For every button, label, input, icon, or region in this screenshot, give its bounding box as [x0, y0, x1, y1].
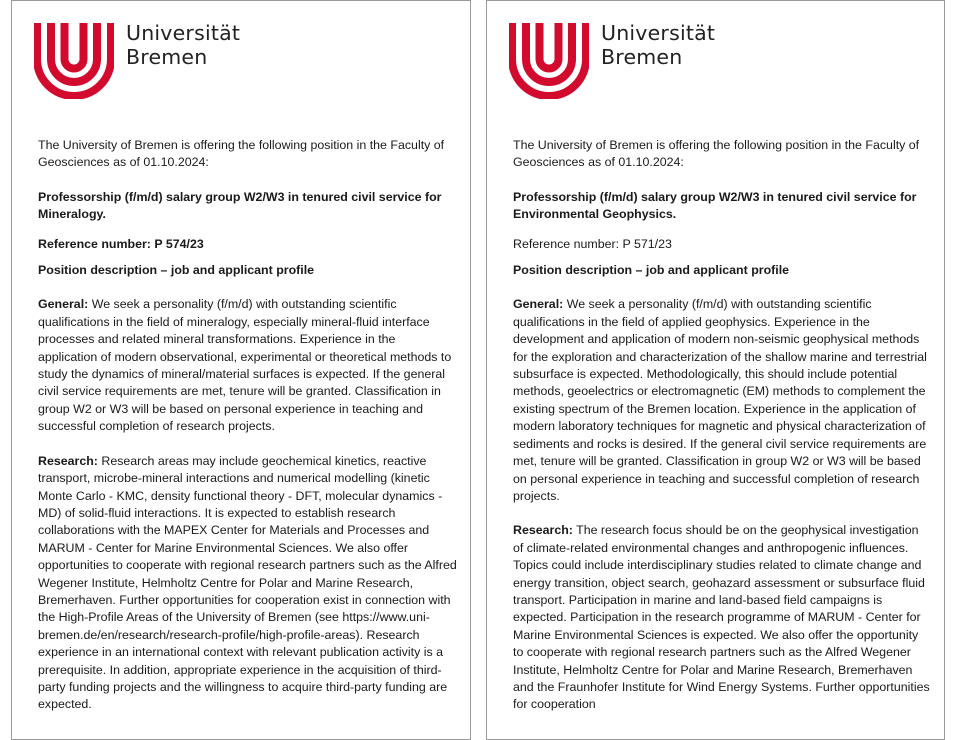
- university-wordmark: [126, 21, 240, 69]
- research-paragraph: [513, 522, 931, 713]
- general-paragraph: [38, 296, 458, 435]
- general-text: We seek a personality (f/m/d) with outstanding scientific qualifications in the field of applied geophysics. Experience in the development and application of modern non-seismic geophysical methods for the exploration and characterization of the shallow marine and terrestrial subsurface is expected. Methodologically, this should include potential methods, geoelectrics or electromagnetic (EM) methods to complement the existing spectrum of the Bremen location. Experience in the application of modern laboratory techniques for magnetic and physical characterization of sediments and rocks is desired. If the general civil service requirements are met, tenure will be granted. Classification in group W2 or W3 will be based on personal experience in teaching and successful completion of research projects.: [513, 297, 927, 503]
- position-title: Professorship (f/m/d) salary group W2/W3 in tenured civil service for Environmental Geophysics.: [513, 189, 917, 222]
- intro-paragraph: The University of Bremen is offering the following position in the Faculty of Geosciences as of 01.10.2024:: [38, 138, 445, 170]
- job-posting-page-geophysics: [486, 0, 945, 740]
- research-label: Research:: [38, 453, 98, 468]
- university-logo-icon: [509, 23, 589, 99]
- research-paragraph: [38, 453, 458, 714]
- profile-heading: Position description – job and applicant profile: [38, 263, 315, 278]
- university-wordmark: [601, 21, 715, 69]
- general-label: General:: [38, 297, 89, 312]
- wordmark-line-1: Universität: [601, 21, 716, 45]
- reference-number: Reference number: P 571/23: [513, 236, 672, 251]
- reference-number: Reference number: P 574/23: [38, 236, 204, 251]
- intro-paragraph: The University of Bremen is offering the following position in the Faculty of Geosciences as of 01.10.2024:: [513, 138, 920, 170]
- posting-body: [38, 137, 458, 731]
- university-logo-icon: [34, 23, 114, 99]
- research-label: Research:: [513, 523, 573, 538]
- wordmark-line-2: Bremen: [126, 45, 208, 69]
- profile-heading: Position description – job and applicant profile: [513, 263, 790, 278]
- wordmark-line-2: Bremen: [601, 45, 683, 69]
- general-label: General:: [513, 297, 564, 312]
- research-text: Research areas may include geochemical kinetics, reactive transport, microbe-mineral interactions and numerical modelling (kinetic Monte Carlo - KMC, density functional theory - DFT, molecular dynamics - MD) of solid-fluid interactions. It is expected to establish research collaborations with the MAPEX Center for Materials and Processes and MARUM - Center for Marine Environmental Sciences. We also offer opportunities to cooperate with regional research partners such as the Alfred Wegener Institute, Helmholtz Centre for Polar and Marine Research, Bremerhaven. Further opportunities for cooperation exist in connection with the High-Profile Areas of the University of Bremen (see https://www.uni-bremen.de/en/research/research-profile/high-profile-areas). Research experience in an international context with relevant publication activity is a prerequisite. In addition, appropriate experience in the acquisition of third-party funding projects and the willingness to acquire third-party funding are expected.: [38, 453, 457, 712]
- general-text: We seek a personality (f/m/d) with outstanding scientific qualifications in the field of mineralogy, especially mineral-fluid interface processes and related mineral transformations. Experience in the application of modern observational, experimental or theoretical methods to study the dynamics of mineral/material surfaces is expected. If the general civil service requirements are met, tenure will be granted. Classification in group W2 or W3 will be based on personal experience in teaching and successful completion of research projects.: [38, 297, 452, 434]
- posting-body: [513, 137, 931, 731]
- wordmark-line-1: Universität: [126, 21, 241, 45]
- position-title: Professorship (f/m/d) salary group W2/W3 in tenured civil service for Mineralogy.: [38, 189, 442, 222]
- general-paragraph: [513, 296, 931, 505]
- research-text: The research focus should be on the geophysical investigation of climate-related environmental changes and anthropogenic influences. Topics could include interdisciplinary studies related to climate change and energy transition, object search, geohazard assessment or subsurface fluid transport. Participation in marine and land-based field campaigns is expected. Participation in the research programme of MARUM - Center for Marine Environmental Sciences is expected. We also offer the opportunity to cooperate with regional research partners such as the Alfred Wegener Institute, Helmholtz Centre for Polar and Marine Research, Bremerhaven and the Fraunhofer Institute for Wind Energy Systems. Further opportunities for cooperation: [513, 523, 930, 712]
- job-posting-page-mineralogy: [11, 0, 471, 740]
